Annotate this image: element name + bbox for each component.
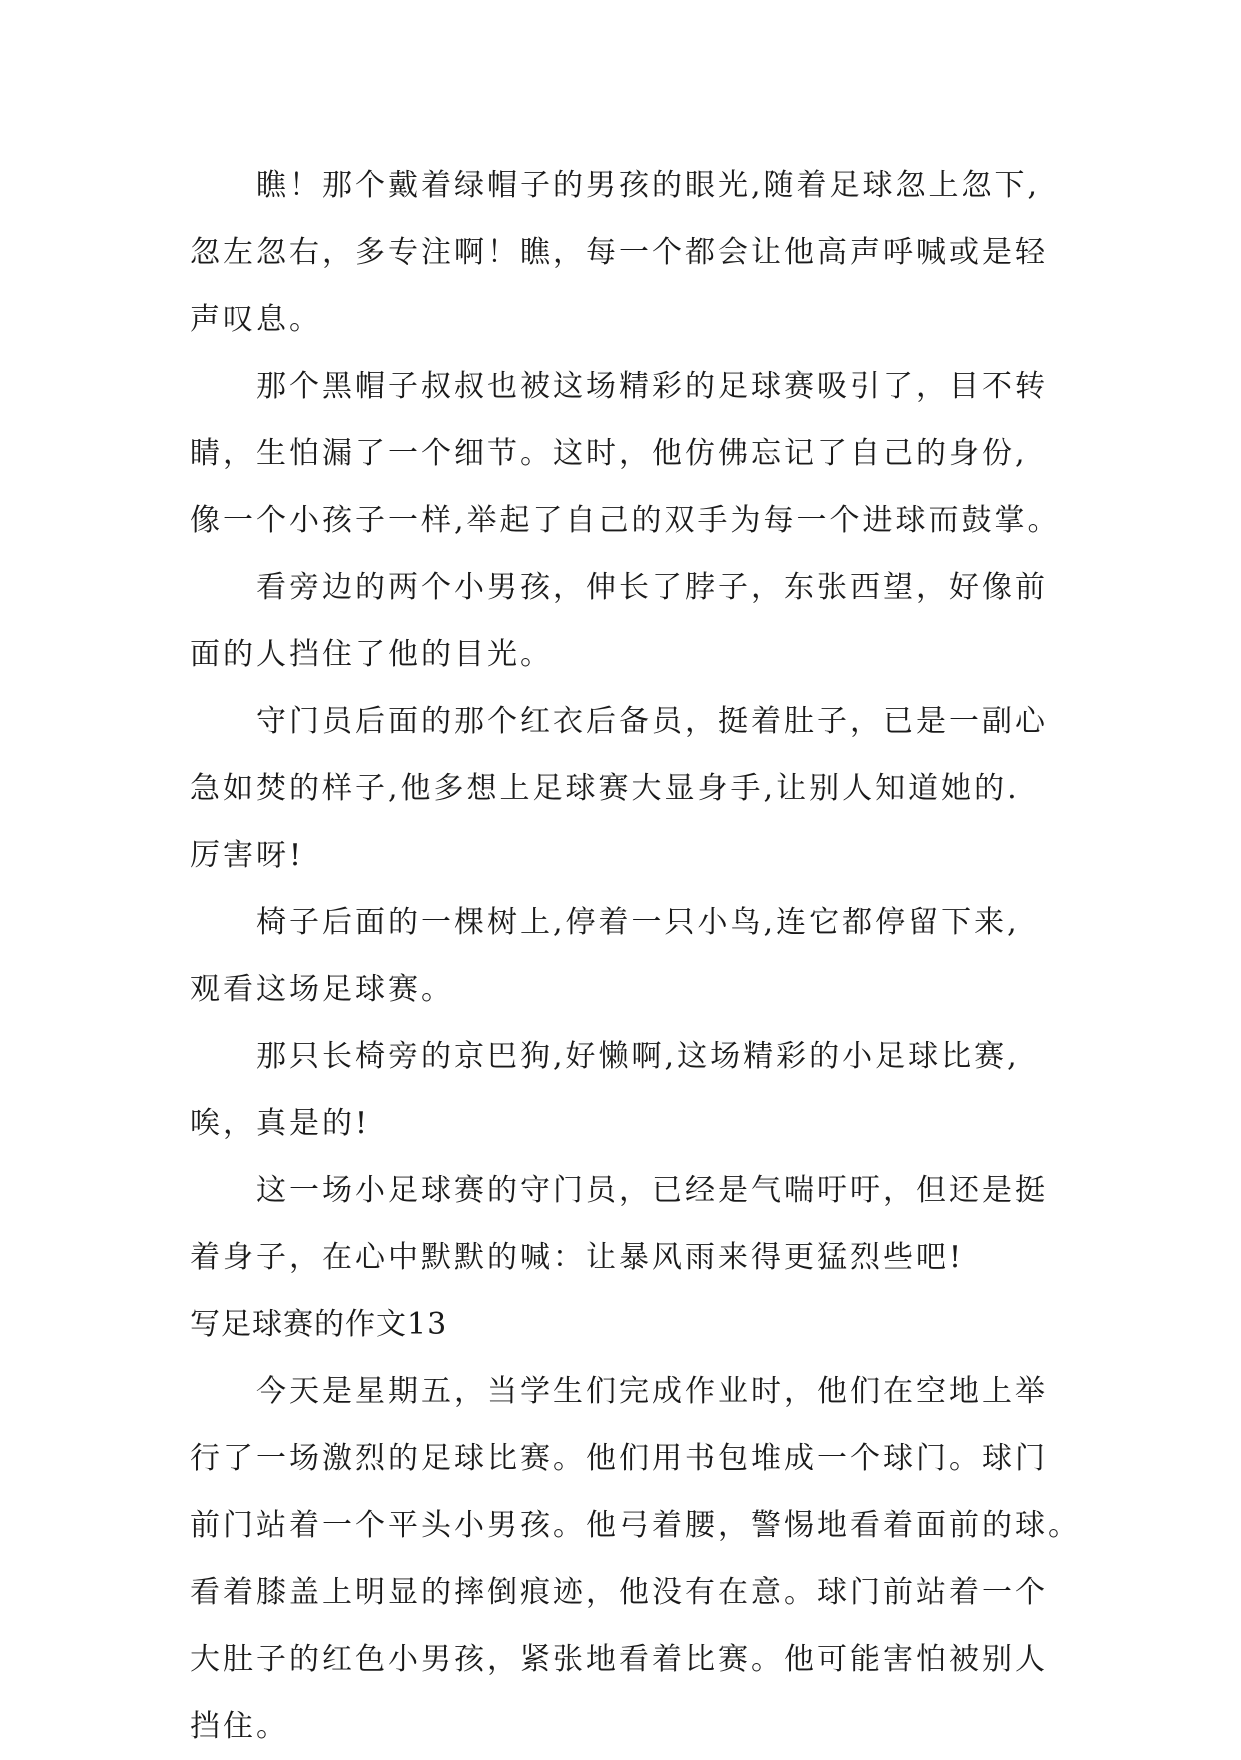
- text-line: 今天是星期五，当学生们完成作业时，他们在空地上举: [256, 1374, 1048, 1409]
- text-line: 挡住。: [190, 1709, 289, 1744]
- text-line: 瞧！那个戴着绿帽子的男孩的眼光,随着足球忽上忽下,: [256, 168, 1041, 203]
- text-line: 面的人挡住了他的目光。: [190, 637, 553, 672]
- text-line: 看着膝盖上明显的摔倒痕迹，他没有在意。球门前站着一个: [190, 1575, 1048, 1610]
- text-line: 看旁边的两个小男孩，伸长了脖子，东张西望，好像前: [256, 570, 1048, 605]
- text-line: 守门员后面的那个红衣后备员，挺着肚子，已是一副心: [256, 704, 1048, 739]
- text-line: 那个黑帽子叔叔也被这场精彩的足球赛吸引了，目不转: [256, 369, 1048, 404]
- document-body: [190, 152, 1090, 1760]
- text-line: 厉害呀!: [190, 838, 305, 873]
- paragraph: [190, 554, 1090, 688]
- text-line: 行了一场激烈的足球比赛。他们用书包堆成一个球门。球门: [190, 1441, 1048, 1476]
- text-line: 忽左忽右，多专注啊！瞧，每一个都会让他高声呼喊或是轻: [190, 235, 1048, 270]
- text-line: 着身子，在心中默默的喊：让暴风雨来得更猛烈些吧!: [190, 1240, 965, 1275]
- paragraph: [190, 152, 1090, 353]
- paragraph: [190, 1157, 1090, 1291]
- text-line: 椅子后面的一棵树上,停着一只小鸟,连它都停留下来,: [256, 905, 1020, 940]
- text-line: 那只长椅旁的京巴狗,好懒啊,这场精彩的小足球比赛,: [256, 1039, 1020, 1074]
- text-line: 观看这场足球赛。: [190, 972, 454, 1007]
- text-line: 大肚子的红色小男孩，紧张地看着比赛。他可能害怕被别人: [190, 1642, 1048, 1677]
- paragraph: [190, 353, 1090, 554]
- text-line: 这一场小足球赛的守门员，已经是气喘吁吁，但还是挺: [256, 1173, 1048, 1208]
- paragraph: [190, 1358, 1090, 1760]
- paragraph: [190, 688, 1090, 889]
- text-line: 像一个小孩子一样,举起了自己的双手为每一个进球而鼓掌。: [190, 503, 1061, 538]
- text-line: 睛，生怕漏了一个细节。这时，他仿佛忘记了自己的身份,: [190, 436, 1028, 471]
- text-line: 急如焚的样子,他多想上足球赛大显身手,让别人知道她的.: [190, 771, 1020, 806]
- paragraph: [190, 889, 1090, 1023]
- text-line: 唉，真是的!: [190, 1106, 371, 1141]
- section-heading: 写足球赛的作文13: [190, 1307, 448, 1342]
- paragraph: [190, 1023, 1090, 1157]
- text-line: 前门站着一个平头小男孩。他弓着腰，警惕地看着面前的球。: [190, 1508, 1081, 1543]
- text-line: 声叹息。: [190, 302, 322, 337]
